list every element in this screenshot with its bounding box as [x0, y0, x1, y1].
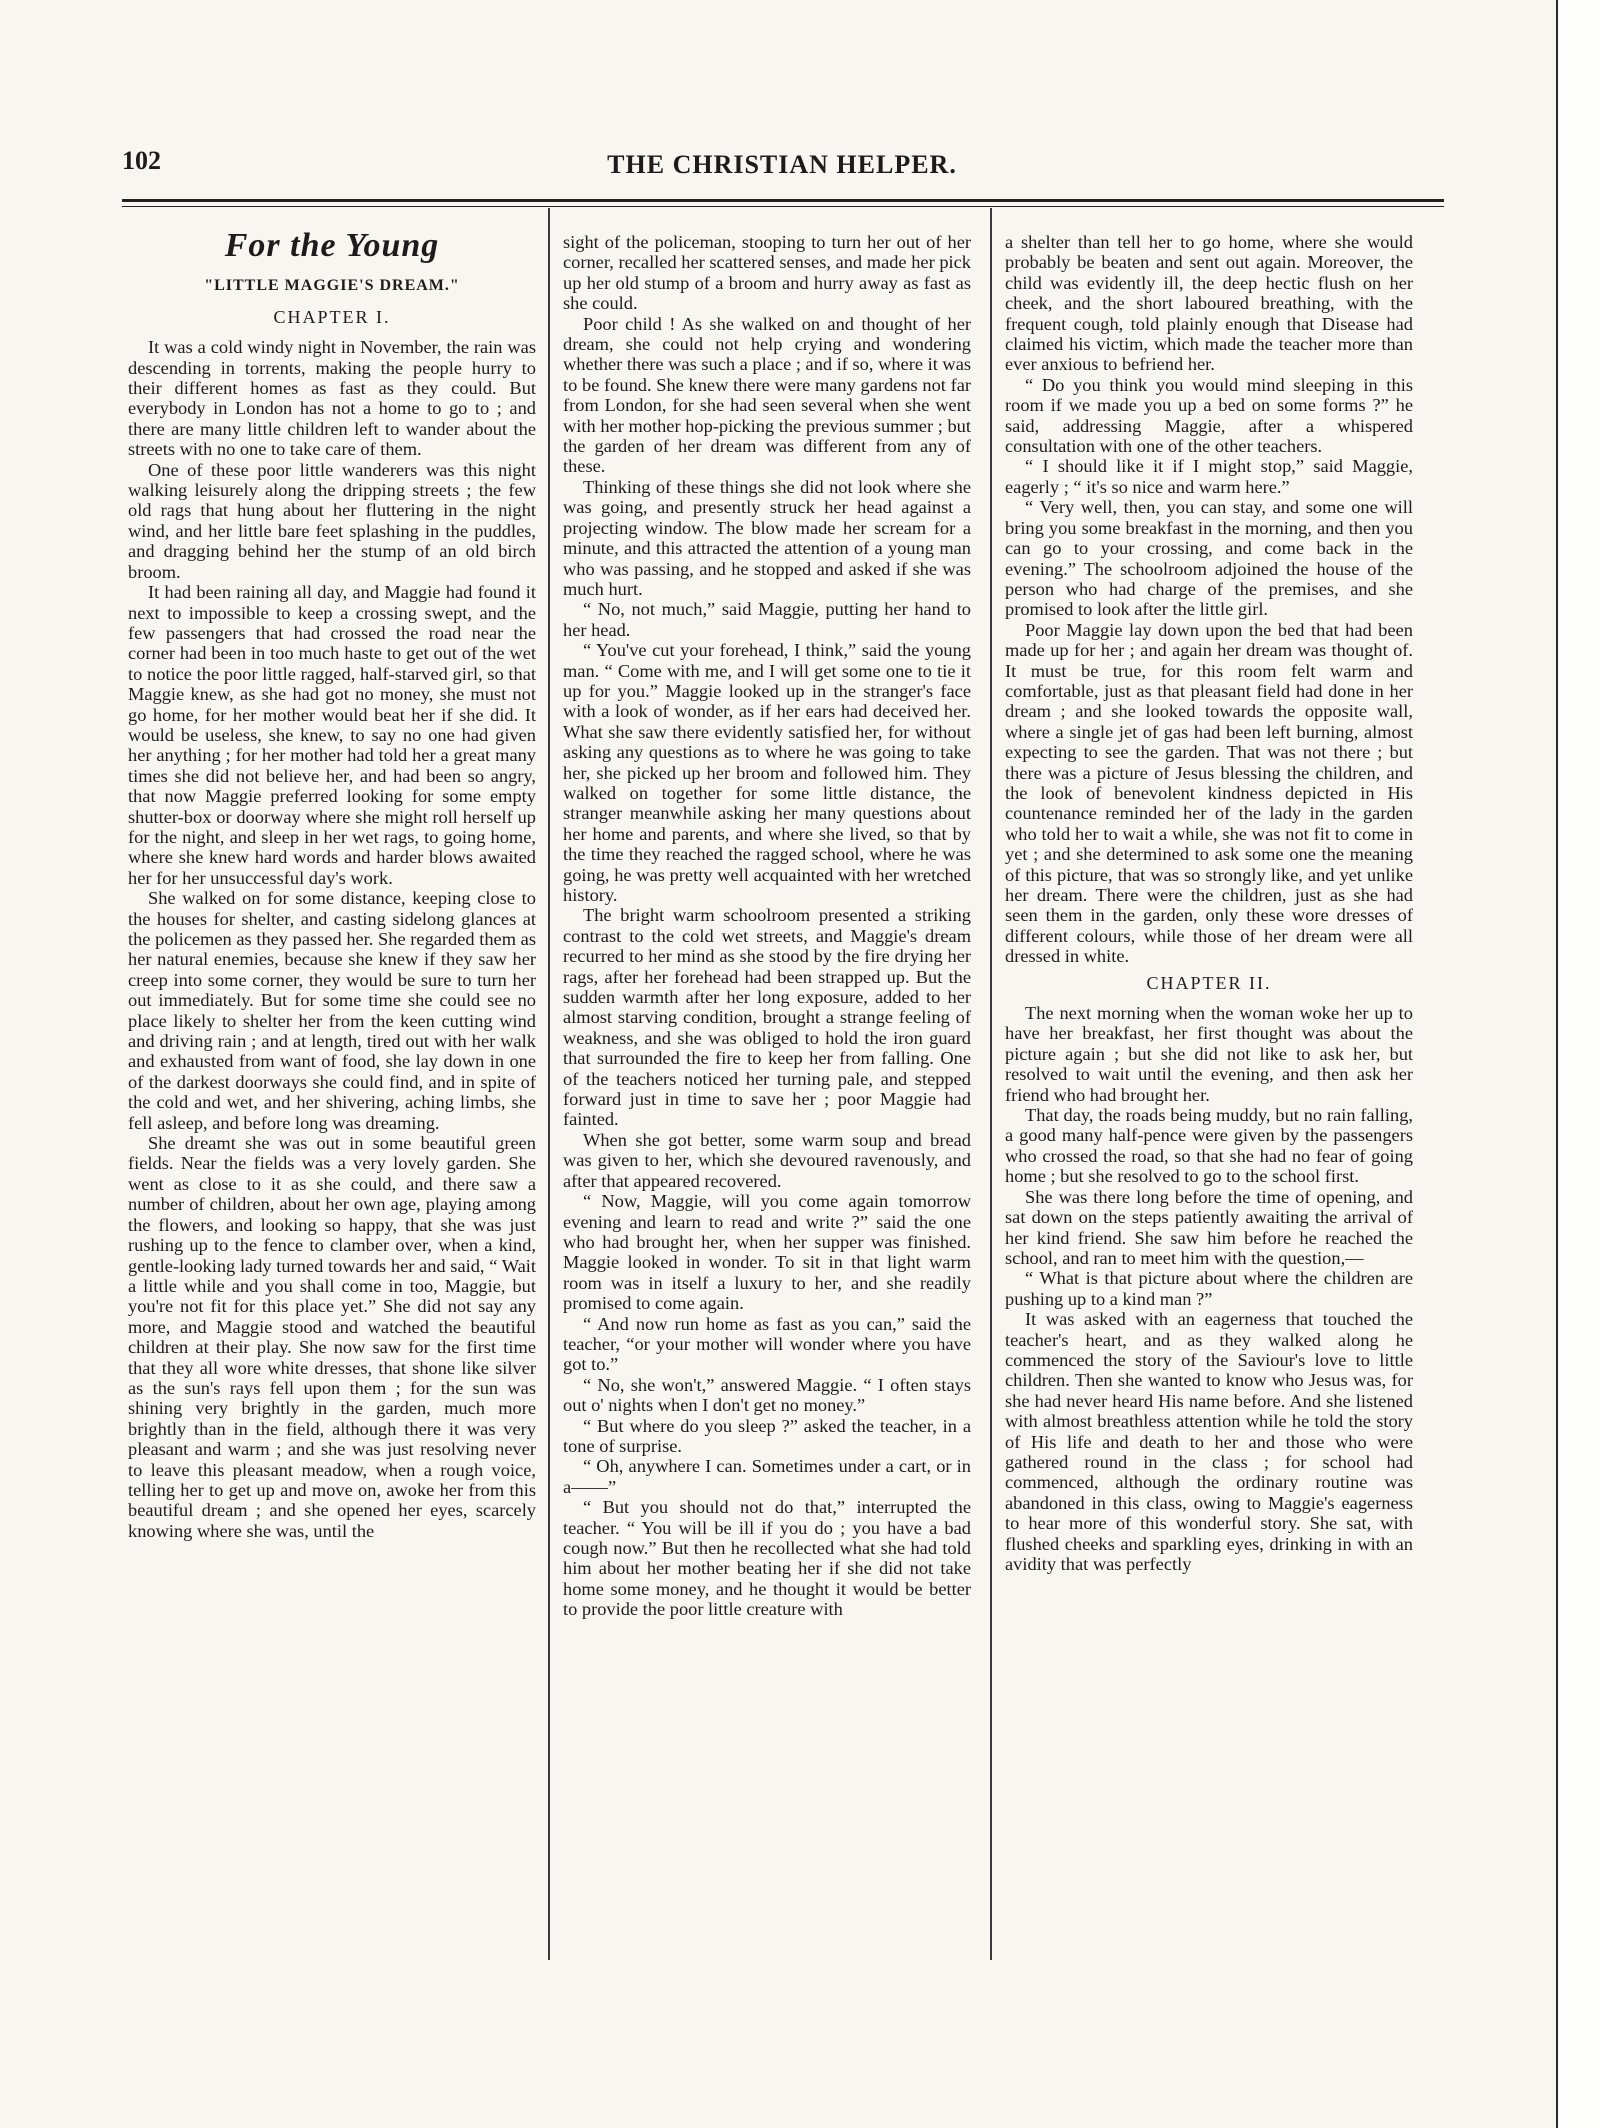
- paragraph: “ Now, Maggie, will you come again tomorrow evening and learn to read and write ?” said the one who had brought her, when her supper was finished. Maggie looked in wonder. To sit in that light warm room was in itself a luxury to her, and she readily promised to come again.: [563, 1191, 971, 1314]
- paragraph: “ Oh, anywhere I can. Sometimes under a cart, or in a——”: [563, 1456, 971, 1497]
- paragraph: a shelter than tell her to go home, where she would probably be beaten and sent out again. Moreover, the child was evidently ill, the deep hectic flush on her cheek, and the short laboured breathing, with the frequent cough, told plainly enough that Disease had claimed his victim, which made the teacher more than ever anxious to befriend her.: [1005, 232, 1413, 375]
- paragraph: “ You've cut your forehead, I think,” said the young man. “ Come with me, and I will get some one to tie it up for you.” Maggie looked up in the stranger's face with a look of wonder, as if her ears had deceived her. What she saw there evidently satisfied her, for without asking any questions as to where he was going to take her, she picked up her broom and followed him. They walked on together for some little distance, the stranger meanwhile asking her many questions about her home and parents, and where she lived, so that by the time they reached the ragged school, where he was going, he was pretty well acquainted with her wretched history.: [563, 640, 971, 905]
- column-2: [563, 232, 971, 1620]
- paragraph: When she got better, some warm soup and bread was given to her, which she devoured ravenously, and after that appeared recovered.: [563, 1129, 971, 1191]
- chapter-heading-2: CHAPTER II.: [1146, 972, 1272, 993]
- paragraph: She dreamt she was out in some beautiful green fields. Near the fields was a very lovely garden. She went as close to it as she could, and there saw a number of children, about her own age, playing among the flowers, and looking so happy, that she was just rushing up to the fence to clamber over, when a kind, gentle-looking lady turned towards her and said, “ Wait a little while and you shall come in too, Maggie, but you're not fit for this place yet.” She did not say any more, and Maggie stood and watched the beautiful children at their play. She now saw for the first time that they all wore white dresses, that shone like silver as the sun's rays fell upon them ; for the sun was shining very brightly in the garden, much more brightly than in the field, although there it was very pleasant and warm ; and she was just resolving never to leave this pleasant meadow, when a rough voice, telling her to get up and move on, awoke her from this beautiful dream ; and she opened her eyes, scarcely knowing where she was, until the: [128, 1133, 536, 1541]
- paragraph: It was asked with an eagerness that touched the teacher's heart, and as they walked along he commenced the story of the Saviour's love to little children. Then she wanted to know who Jesus was, for she had never heard His name before. And she listened with almost breathless attention while he told the story of His life and death to her and those who were gathered round in the class ; for school had commenced, although the ordinary routine was abandoned in this class, owing to Maggie's eagerness to hear more of this wonderful story. She sat, with flushed cheeks and sparkling eyes, drinking in with an avidity that was perfectly: [1005, 1309, 1413, 1574]
- paragraph: “ Do you think you would mind sleeping in this room if we made you up a bed on some forms ?” he said, addressing Maggie, after a whispered consultation with one of the other teachers.: [1005, 374, 1413, 457]
- column-3: [1005, 232, 1413, 1574]
- header-rule-thin: [122, 206, 1444, 207]
- paragraph: “ But you should not do that,” interrupted the teacher. “ You will be ill if you do ; you have a bad cough now.” But then he recollected what she had told him about her mother beating her if she did not take home some money, and he thought it would be better to provide the poor little creature with: [563, 1497, 971, 1620]
- header-rule-thick: [122, 199, 1444, 202]
- page-number: 102: [122, 146, 161, 175]
- paragraph: “ But where do you sleep ?” asked the teacher, in a tone of surprise.: [563, 1415, 971, 1456]
- paragraph: “ What is that picture about where the children are pushing up to a kind man ?”: [1005, 1268, 1413, 1309]
- chapter-heading-1: CHAPTER I.: [273, 306, 391, 327]
- paragraph: “ No, not much,” said Maggie, putting her hand to her head.: [563, 599, 971, 640]
- paragraph: It had been raining all day, and Maggie had found it next to impossible to keep a crossing swept, and the few passengers that had crossed the road near the corner had been in too much haste to get out of the wet to notice the poor little ragged, half-starved girl, so that Maggie knew, as she had got no money, she must not go home, for her mother would beat her if she did. It would be useless, she knew, to say no one had given her anything ; for her mother had told her a great many times she did not believe her, and had been so angry, that now Maggie preferred looking for some empty shutter-box or doorway where she might roll herself up for the night, and sleep in her wet rags, to going home, where she knew hard words and harder blows awaited her for her unsuccessful day's work.: [128, 582, 536, 888]
- paragraph: One of these poor little wanderers was this night walking leisurely along the dripping streets ; the few old rags that hung about her fluttering in the night wind, and her little bare feet splashing in the puddles, and dragging behind her the stump of an old birch broom.: [128, 459, 536, 582]
- section-title: For the Young: [224, 227, 440, 264]
- column-1: [128, 227, 536, 1541]
- paragraph: The next morning when the woman woke her up to have her breakfast, her first thought was about the picture again ; but she did not like to ask her, but resolved to wait until the evening, and then ask her friend who had brought her.: [1005, 1003, 1413, 1105]
- paragraph: Poor child ! As she walked on and thought of her dream, she could not help crying and wondering whether there was such a place ; and if so, where it was to be found. She knew there were many gardens not far from London, for she had seen several when she went with her mother hop-picking the previous summer ; but the garden of her dream was different from any of these.: [563, 313, 972, 477]
- paragraph: “ And now run home as fast as you can,” said the teacher, “or your mother will wonder where you have got to.”: [563, 1313, 971, 1375]
- paragraph: Poor Maggie lay down upon the bed that had been made up for her ; and again her dream was thought of. It must be true, for this room felt warm and comfortable, just as that pleasant field had done in her dream ; and she looked towards the opposite wall, where a single jet of gas had been left burning, almost expecting to see the garden. That was not there ; but there was a picture of Jesus blessing the children, and the look of benevolent kindness depicted in His countenance reminded her of the lady in the garden who told her to wait a while, she was not fit to come in yet ; and she determined to ask some one the meaning of this picture, that was so strongly like, and yet unlike her dream. There were the children, just as she had seen them in the garden, only these wore dresses of different colours, while those of her dream were all dressed in white.: [1005, 619, 1413, 967]
- paragraph: She walked on for some distance, keeping close to the houses for shelter, and casting sidelong glances at the policemen as they passed her. She regarded them as her natural enemies, because she knew if they saw her creep into some corner, they would be sure to turn her out immediately. But for some time she could see no place likely to shelter her from the keen cutting wind and driving rain ; and at length, tired out with her walk and exhausted from want of food, she lay down in one of the darkest doorways she could find, and in spite of the cold and wet, and her shivering, aching limbs, she fell asleep, and before long was dreaming.: [128, 888, 536, 1133]
- paragraph: The bright warm schoolroom presented a striking contrast to the cold wet streets, and Maggie's dream recurred to her mind as she stood by the fire drying her rags, after her forehead had been strapped up. But the sudden warmth after her long exposure, added to her almost starving condition, brought a strange feeling of weakness, and she was obliged to hold the iron guard that surrounded the fire to keep her from falling. One of the teachers noticed her turning pale, and stepped forward just in time to save her ; poor Maggie had fainted.: [563, 905, 971, 1130]
- paragraph: Thinking of these things she did not look where she was going, and presently struck her head against a projecting window. The blow made her scream for a minute, and this attracted the attention of a young man who was passing, and he stopped and asked if she was much hurt.: [563, 476, 971, 599]
- paragraph: That day, the roads being muddy, but no rain falling, a good many half-pence were given by the passengers who crossed the road, so that she had no fear of going home ; but she resolved to go to the school first.: [1005, 1105, 1413, 1187]
- page-header: [122, 146, 1442, 190]
- page-margin-strip: [1558, 0, 1600, 2128]
- story-title: "LITTLE MAGGIE'S DREAM.": [204, 277, 460, 295]
- column-divider-1: [548, 208, 550, 1960]
- paragraph: “ Very well, then, you can stay, and some one will bring you some breakfast in the morning, and then you can go to your crossing, and come back in the evening.” The schoolroom adjoined the house of the person who had charge of the premises, and she promised to look after the little girl.: [1005, 497, 1413, 620]
- paragraph: “ I should like it if I might stop,” said Maggie, eagerly ; “ it's so nice and warm here.”: [1005, 456, 1413, 497]
- paragraph: It was a cold windy night in November, the rain was descending in torrents, making the people hurry to their different homes as fast as they could. But everybody in London has not a home to go to ; and there are many little children left to wander about the streets with no one to take care of them.: [128, 337, 536, 460]
- paragraph: sight of the policeman, stooping to turn her out of her corner, recalled her scattered senses, and made her pick up her old stump of a broom and hurry away as fast as she could.: [563, 232, 971, 314]
- running-title: THE CHRISTIAN HELPER.: [607, 150, 957, 179]
- paragraph: She was there long before the time of opening, and sat down on the steps patiently awaiting the arrival of her kind friend. She saw him before he reached the school, and ran to meet him with the question,—: [1005, 1186, 1413, 1268]
- column-divider-2: [990, 208, 992, 1960]
- paragraph: “ No, she won't,” answered Maggie. “ I often stays out o' nights when I don't get no money.”: [563, 1374, 971, 1416]
